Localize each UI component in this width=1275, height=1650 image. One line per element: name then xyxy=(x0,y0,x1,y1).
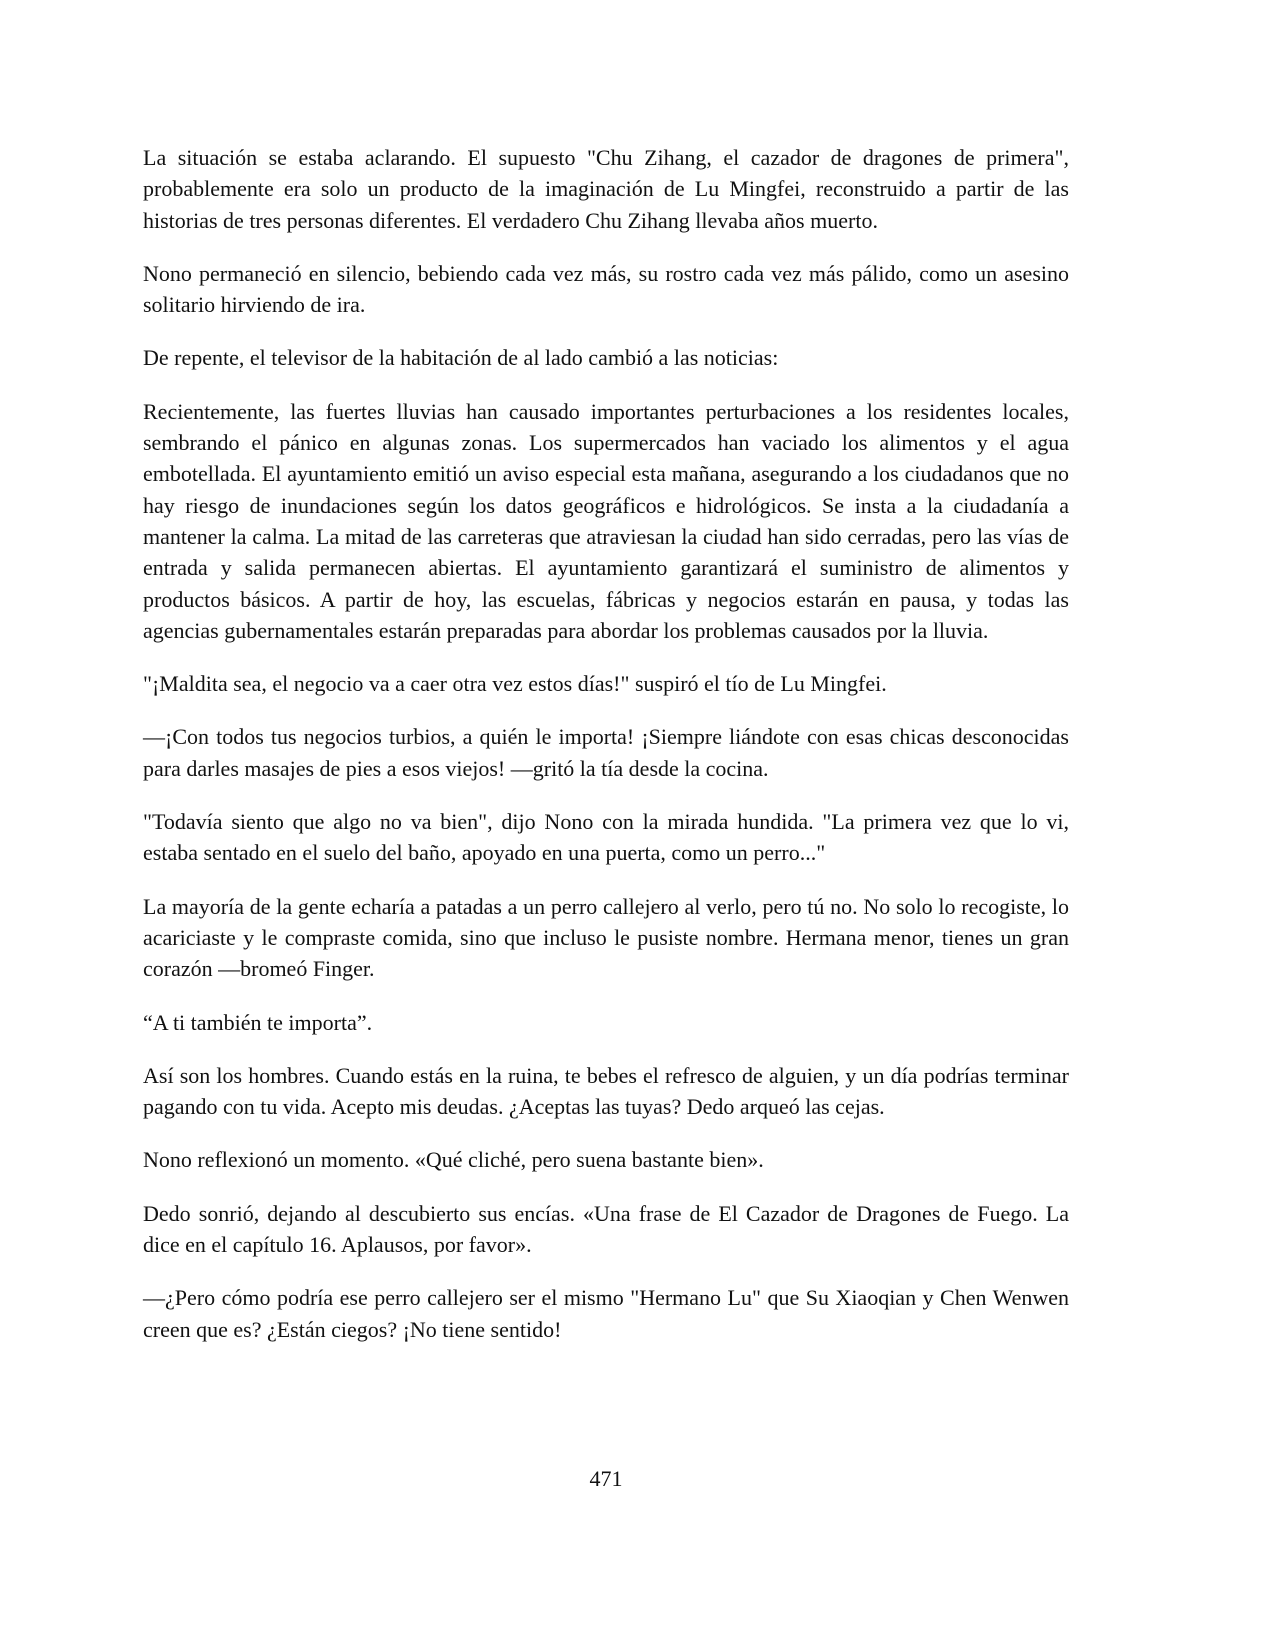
paragraph: "¡Maldita sea, el negocio va a caer otra vez estos días!" suspiró el tío de Lu Mingfei. xyxy=(143,671,887,697)
paragraph: Nono reflexionó un momento. «Qué cliché, pero suena bastante bien». xyxy=(143,1147,764,1173)
paragraph: Nono permaneció en silencio, bebiendo cada vez más, su rostro cada vez más pálido, como un asesino solitario hirviendo de ira. xyxy=(143,260,1069,318)
paragraph: —¡Con todos tus negocios turbios, a quién le importa! ¡Siempre liándote con esas chicas desconocidas para darles masajes de pies a esos viejos! —gritó la tía desde la cocina. xyxy=(143,724,1069,781)
page-body xyxy=(143,142,1069,1367)
paragraph: Así son los hombres. Cuando estás en la ruina, te bebes el refresco de alguien, y un día podrías terminar pagando con tu vida. Acepto mis deudas. ¿Aceptas las tuyas? Dedo arqueó las cejas. xyxy=(143,1062,1069,1120)
paragraph: Dedo sonrió, dejando al descubierto sus encías. «Una frase de El Cazador de Dragones de Fuego. La dice en el capítulo 16. Aplausos, por favor». xyxy=(143,1200,1069,1258)
paragraph: —¿Pero cómo podría ese perro callejero ser el mismo "Hermano Lu" que Su Xiaoqian y Chen Wenwen creen que es? ¿Están ciegos? ¡No tiene sentido! xyxy=(143,1285,1069,1342)
paragraph: "Todavía siento que algo no va bien", dijo Nono con la mirada hundida. "La primera vez que lo vi, estaba sentado en el suelo del baño, apoyado en una puerta, como un perro..." xyxy=(143,809,1069,866)
page-number: 471 xyxy=(589,1466,623,1491)
paragraph: La mayoría de la gente echaría a patadas a un perro callejero al verlo, pero tú no. No solo lo recogiste, lo acariciaste y le compraste comida, sino que incluso le pusiste nombre. Hermana menor, tienes un gran corazón —bromeó Finger. xyxy=(143,893,1069,982)
paragraph: Recientemente, las fuertes lluvias han causado importantes perturbaciones a los residentes locales, sembrando el pánico en algunas zonas. Los supermercados han vaciado los alimentos y el agua embotellada. El ayuntamiento emitió un aviso especial esta mañana, asegurando a los ciudadanos que no hay riesgo de inundaciones según los datos geográficos e hidrológicos. Se insta a la ciudadanía a mantener la calma. La mitad de las carreteras que atraviesan la ciudad han sido cerradas, pero las vías de entrada y salida permanecen abiertas. El ayuntamiento garantizará el suministro de alimentos y productos básicos. A partir de hoy, las escuelas, fábricas y negocios estarán en pausa, y todas las agencias gubernamentales estarán preparadas para abordar los problemas causados por la lluvia. xyxy=(143,398,1069,643)
paragraph: “A ti también te importa”. xyxy=(143,1009,373,1035)
paragraph: La situación se estaba aclarando. El supuesto "Chu Zihang, el cazador de dragones de primera", probablemente era solo un producto de la imaginación de Lu Mingfei, reconstruido a partir de las historias de tres personas diferentes. El verdadero Chu Zihang llevaba años muerto. xyxy=(143,145,1069,233)
paragraph: De repente, el televisor de la habitación de al lado cambió a las noticias: xyxy=(143,345,779,371)
